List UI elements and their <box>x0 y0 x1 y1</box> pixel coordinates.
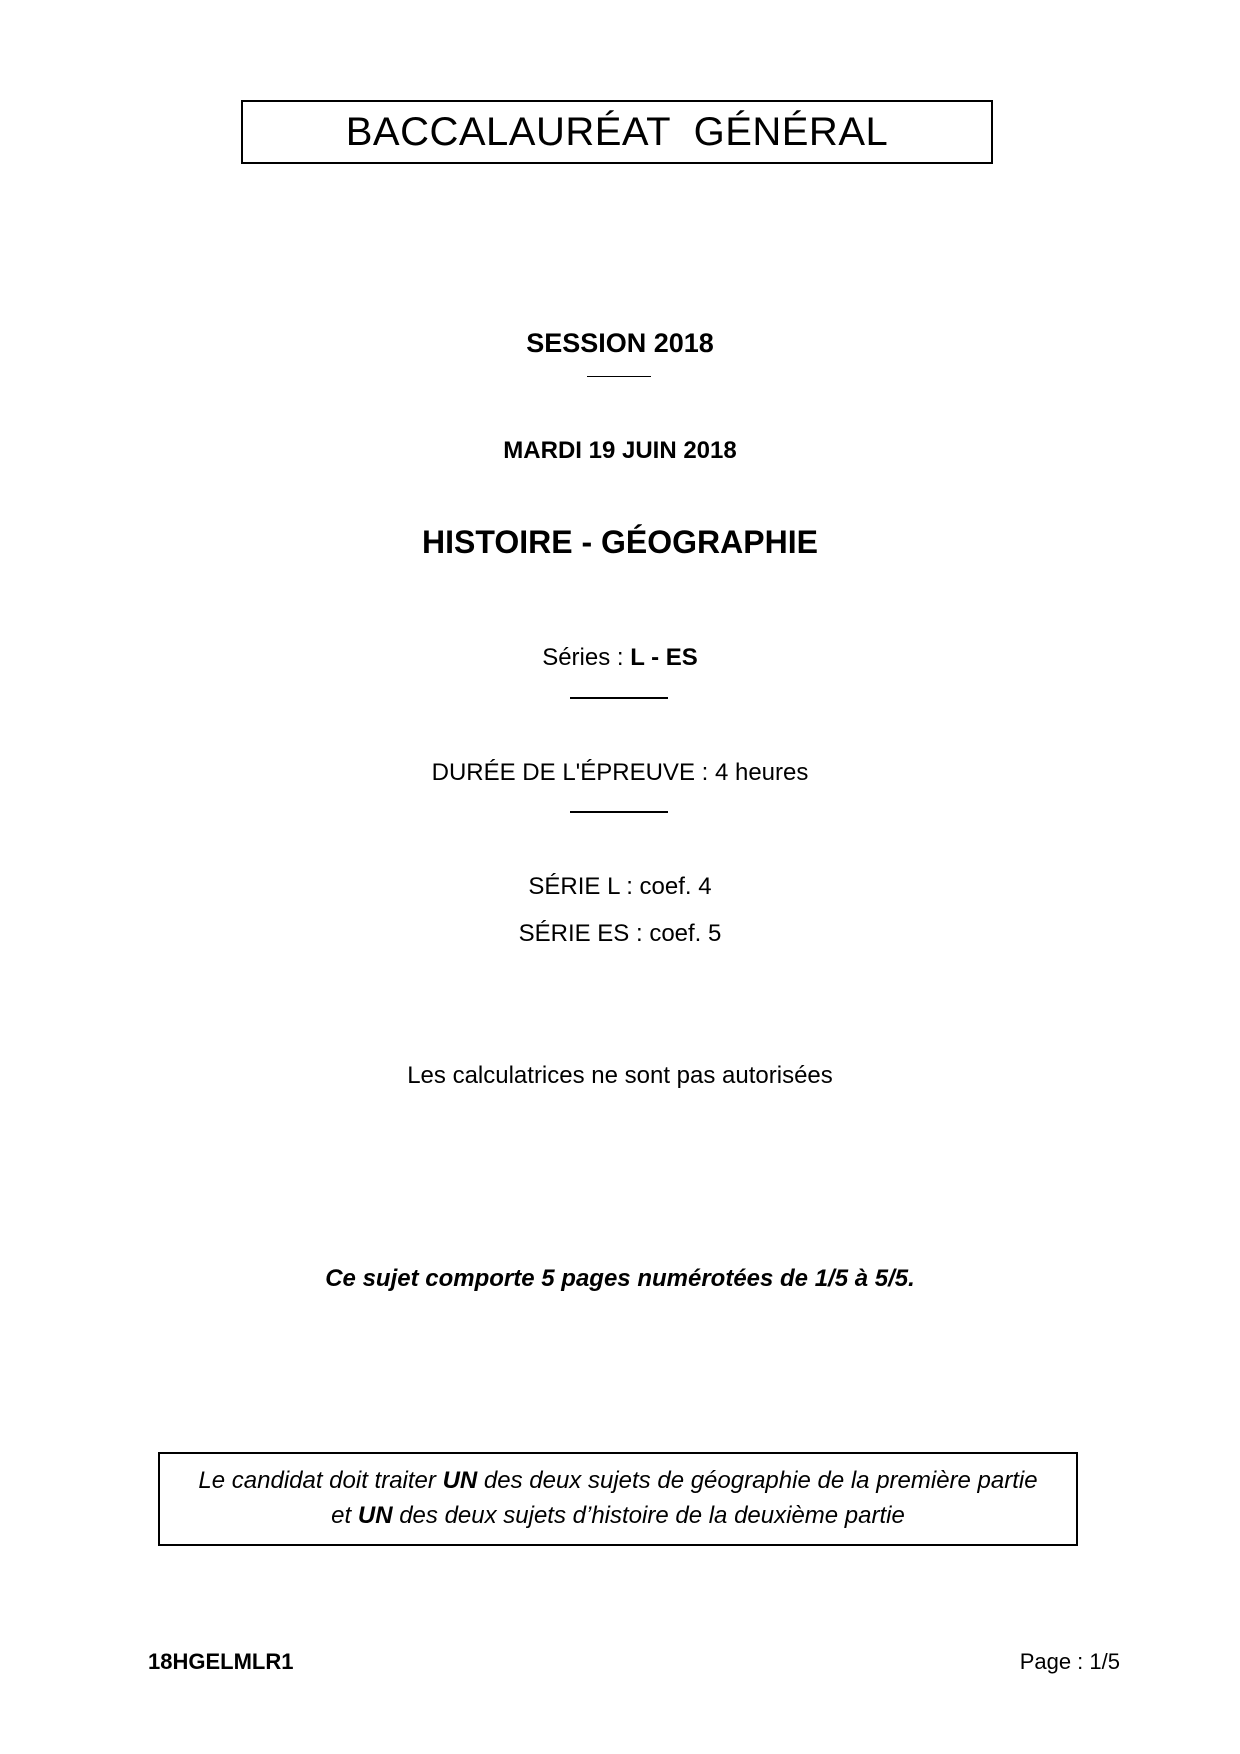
exam-date: MARDI 19 JUIN 2018 <box>503 437 737 464</box>
instructions-box <box>158 1452 1078 1546</box>
series-divider <box>570 697 668 699</box>
instructions-line-1-emphasis: UN <box>442 1467 478 1494</box>
instructions-line-1-start: Le candidat doit traiter <box>198 1467 443 1494</box>
exam-title-box <box>241 100 993 164</box>
series-line <box>0 643 1240 673</box>
series-label: Séries : <box>542 644 631 671</box>
instructions-line-2-emphasis: UN <box>357 1502 393 1529</box>
page-number: Page : 1/5 <box>1019 1649 1120 1674</box>
instructions-line-2 <box>160 1498 1076 1533</box>
exam-title: BACCALAURÉAT GÉNÉRAL <box>345 110 889 154</box>
duration-divider <box>570 811 668 813</box>
session-heading: SESSION 2018 <box>526 328 714 358</box>
instructions-line-2-end: des deux sujets d’histoire de la deuxième partie <box>392 1502 905 1529</box>
exam-duration: DURÉE DE L'ÉPREUVE : 4 heures <box>431 759 809 786</box>
series-value: L - ES <box>630 644 698 671</box>
exam-subject: HISTOIRE - GÉOGRAPHIE <box>422 524 818 560</box>
session-divider <box>587 376 651 377</box>
subject-code: 18HGELMLR1 <box>148 1649 294 1674</box>
coef-serie-l: SÉRIE L : coef. 4 <box>528 873 712 900</box>
instructions-line-1-end: des deux sujets de géographie de la première partie <box>477 1467 1038 1494</box>
calculator-notice: Les calculatrices ne sont pas autorisées <box>407 1062 833 1089</box>
instructions-line-2-start: et <box>331 1502 358 1529</box>
pages-note: Ce sujet comporte 5 pages numérotées de 1/5 à 5/5. <box>325 1265 915 1292</box>
instructions-line-1 <box>160 1463 1076 1498</box>
coef-serie-es: SÉRIE ES : coef. 5 <box>518 920 722 947</box>
